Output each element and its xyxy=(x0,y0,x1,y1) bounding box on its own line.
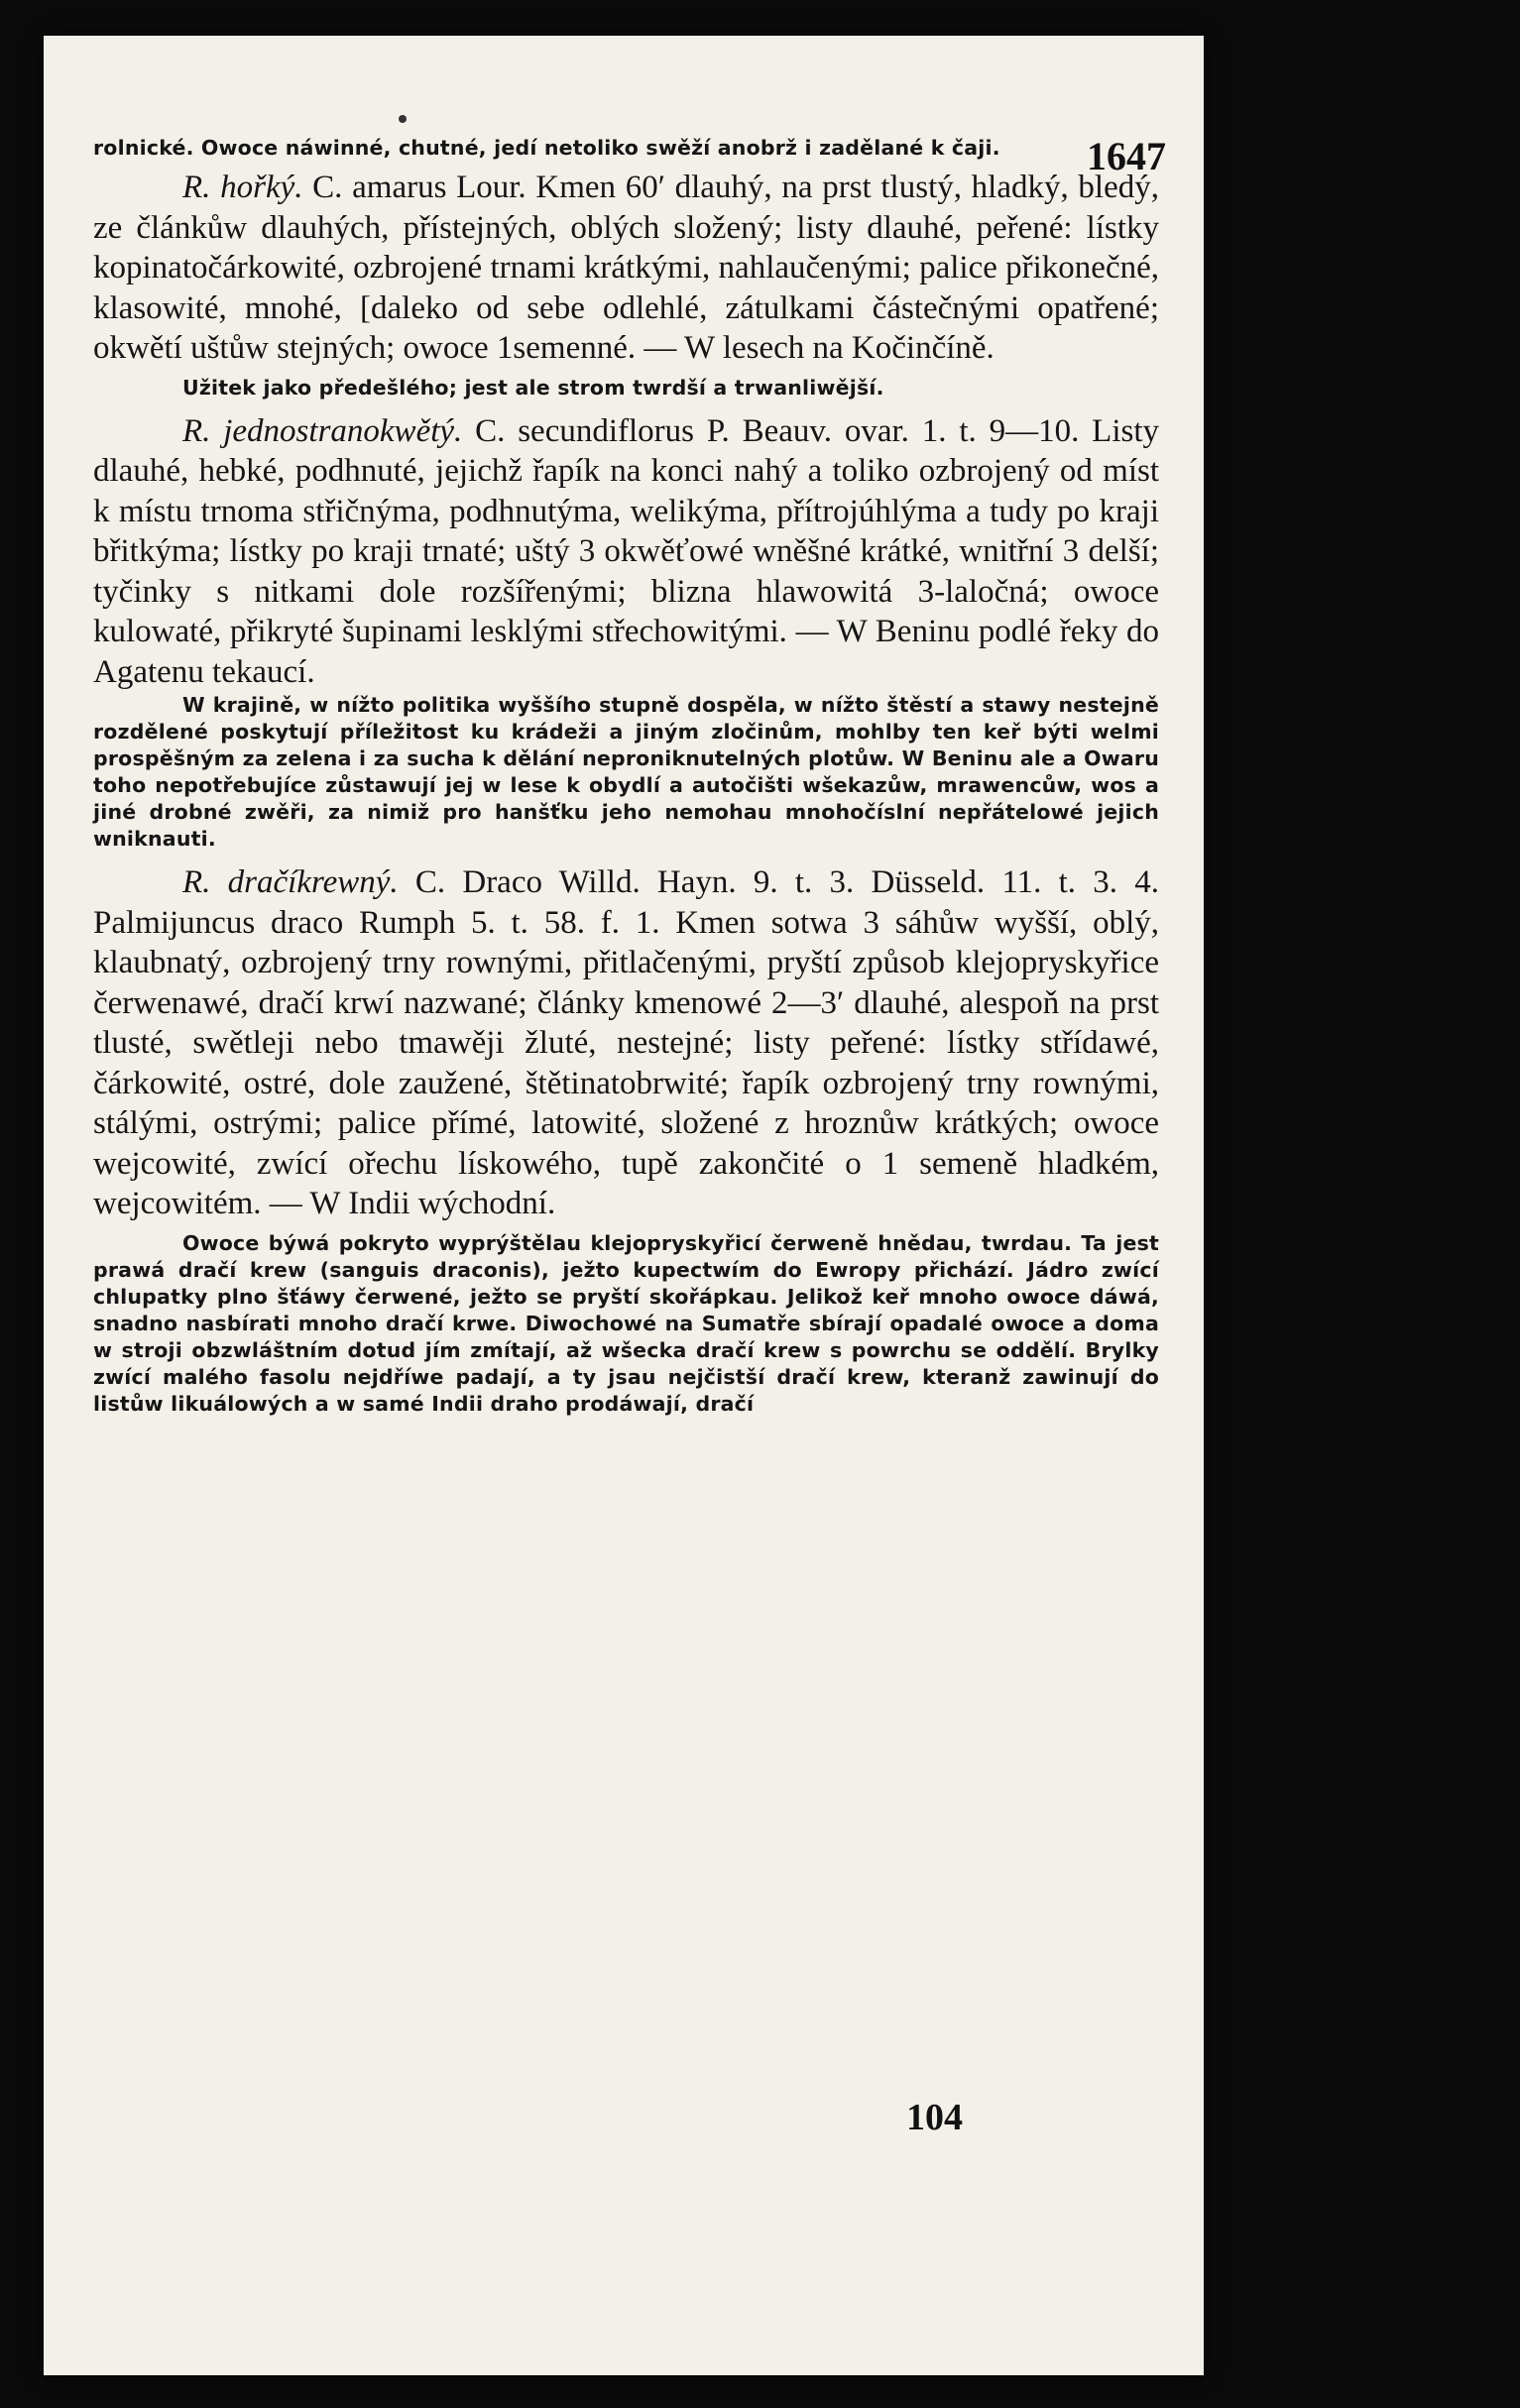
entry-paragraph xyxy=(93,411,1159,693)
paragraph-small: rolnické. Owoce náwinné, chutné, jedí netoliko swěží anobrž i zadělané k čaji. xyxy=(93,136,1000,160)
ink-dot xyxy=(399,115,407,123)
paragraph-small: Owoce býwá pokryto wyprýštělau klejopryskyřicí čerweně hnědau, twrdau. Ta jest prawá dračí krew (sanguis draconis), ježto kupectwím do Ewropy přichází. Jádro zwící chlupatky plno šťáwy čerwené, ježto se pryští skořápkau. Jelikož keř mnoho owoce dáwá, snadno nasbírati mnoho dračí krwe. Diwochowé na Sumatře sbírají opadalé owoce a doma w stroji obzwláštním dotud jím zmítají, až wšecka dračí krew s powrchu se oddělí. Brylky zwící malého fasolu nejdříwe padají, a ty jsau nejčistší dračí krew, kteranž zawinují do listůw likuálowých a w samé Indii draho prodáwají, dračí xyxy=(93,1230,1159,1416)
entry-heading: R. dračíkrewný. xyxy=(182,864,399,900)
page-text xyxy=(93,135,1159,1418)
entry-heading: R. jednostranokwětý. xyxy=(182,412,463,449)
page-number: 1647 xyxy=(1087,134,1166,178)
entry-body: C. amarus Lour. Kmen 60′ dlauhý, na prst tlustý, hladký, bledý, ze článkůw dlauhých, přístejných, oblých složený; listy dlauhé, peřené: lístky kopinatočárkowité, ozbrojené trnami krátkými, nahlaučenými; palice přikonečné, klasowité, mnohé, [daleko od sebe odlehlé, zátulkami částečnými opatřené; okwětí uštůw stejných; owoce 1semenné. — W lesech na Kočinčíně. xyxy=(93,170,1159,366)
entry-body: C. Draco Willd. Hayn. 9. t. 3. Düsseld. 11. t. 3. 4. Palmijuncus draco Rumph 5. t. 58. f. 1. Kmen sotwa 3 sáhůw wyšší, oblý, klaubnatý, ozbrojený trny rownými, přitlačenými, pryští způsob klejopryskyřice čerwenawé, dračí krwí nazwané; články kmenowé 2—3′ dlauhé, alespoň na prst tlusté, swětleji nebo tmawěji žluté, nestejné; listy peřené: lístky střídawé, čárkowité, ostré, dole zaužené, štětinatobrwité; řapík ozbrojený trny rownými, stálými, ostrými; palice přímé, latowité, složené z hroznůw krátkých; owoce wejcowité, zwící ořechu lískowého, tupě zakončité o 1 semeně hladkém, wejcowitém. — W Indii wýchodní. xyxy=(93,864,1159,1221)
paragraph-small: W krajině, w nížto politika wyššího stupně dospěla, w nížto štěstí a stawy nestejně rozdělené poskytují příležitost ku krádeži a jiným zločinům, mohlby ten keř býti welmi prospěšným za zelena i za sucha k dělání neproniknutelných plotůw. W Beninu ale a Owaru toho nepotřebujíce zůstawují jej w lese k obydlí a autočišti wšekazůw, mrawencůw, wos a jiné drobné zwěři, za nimiž pro hanšťku jeho nemohau mnohočíslní nepřátelowé jejich wniknauti. xyxy=(93,693,1159,851)
paragraph-small: Užitek jako předešlého; jest ale strom twrdší a trwanliwější. xyxy=(182,375,884,400)
entry-paragraph xyxy=(93,168,1159,369)
printer-signature: 104 xyxy=(906,2097,963,2138)
entry-paragraph xyxy=(93,862,1159,1224)
entry-heading: R. hořký. xyxy=(182,170,303,205)
entry-body: C. secundiflorus P. Beauv. ovar. 1. t. 9—10. Listy dlauhé, hebké, podhnuté, jejichž řapík na konci nahý a toliko ozbrojený od míst k místu trnoma střičnýma, podhnutýma, welikýma, přítrojúhlýma a tudy po kraji břitkýma; lístky po kraji trnaté; uštý 3 okwěťowé wněšné krátké, wnitřní 3 delší; tyčinky s nitkami dole rozšířenými; blizna hlawowitá 3-laločná; owoce kulowaté, přikryté šupinami lesklými střechowitými. — W Beninu podlé řeky do Agatenu tekaucí. xyxy=(93,412,1159,690)
book-page xyxy=(44,36,1204,2375)
